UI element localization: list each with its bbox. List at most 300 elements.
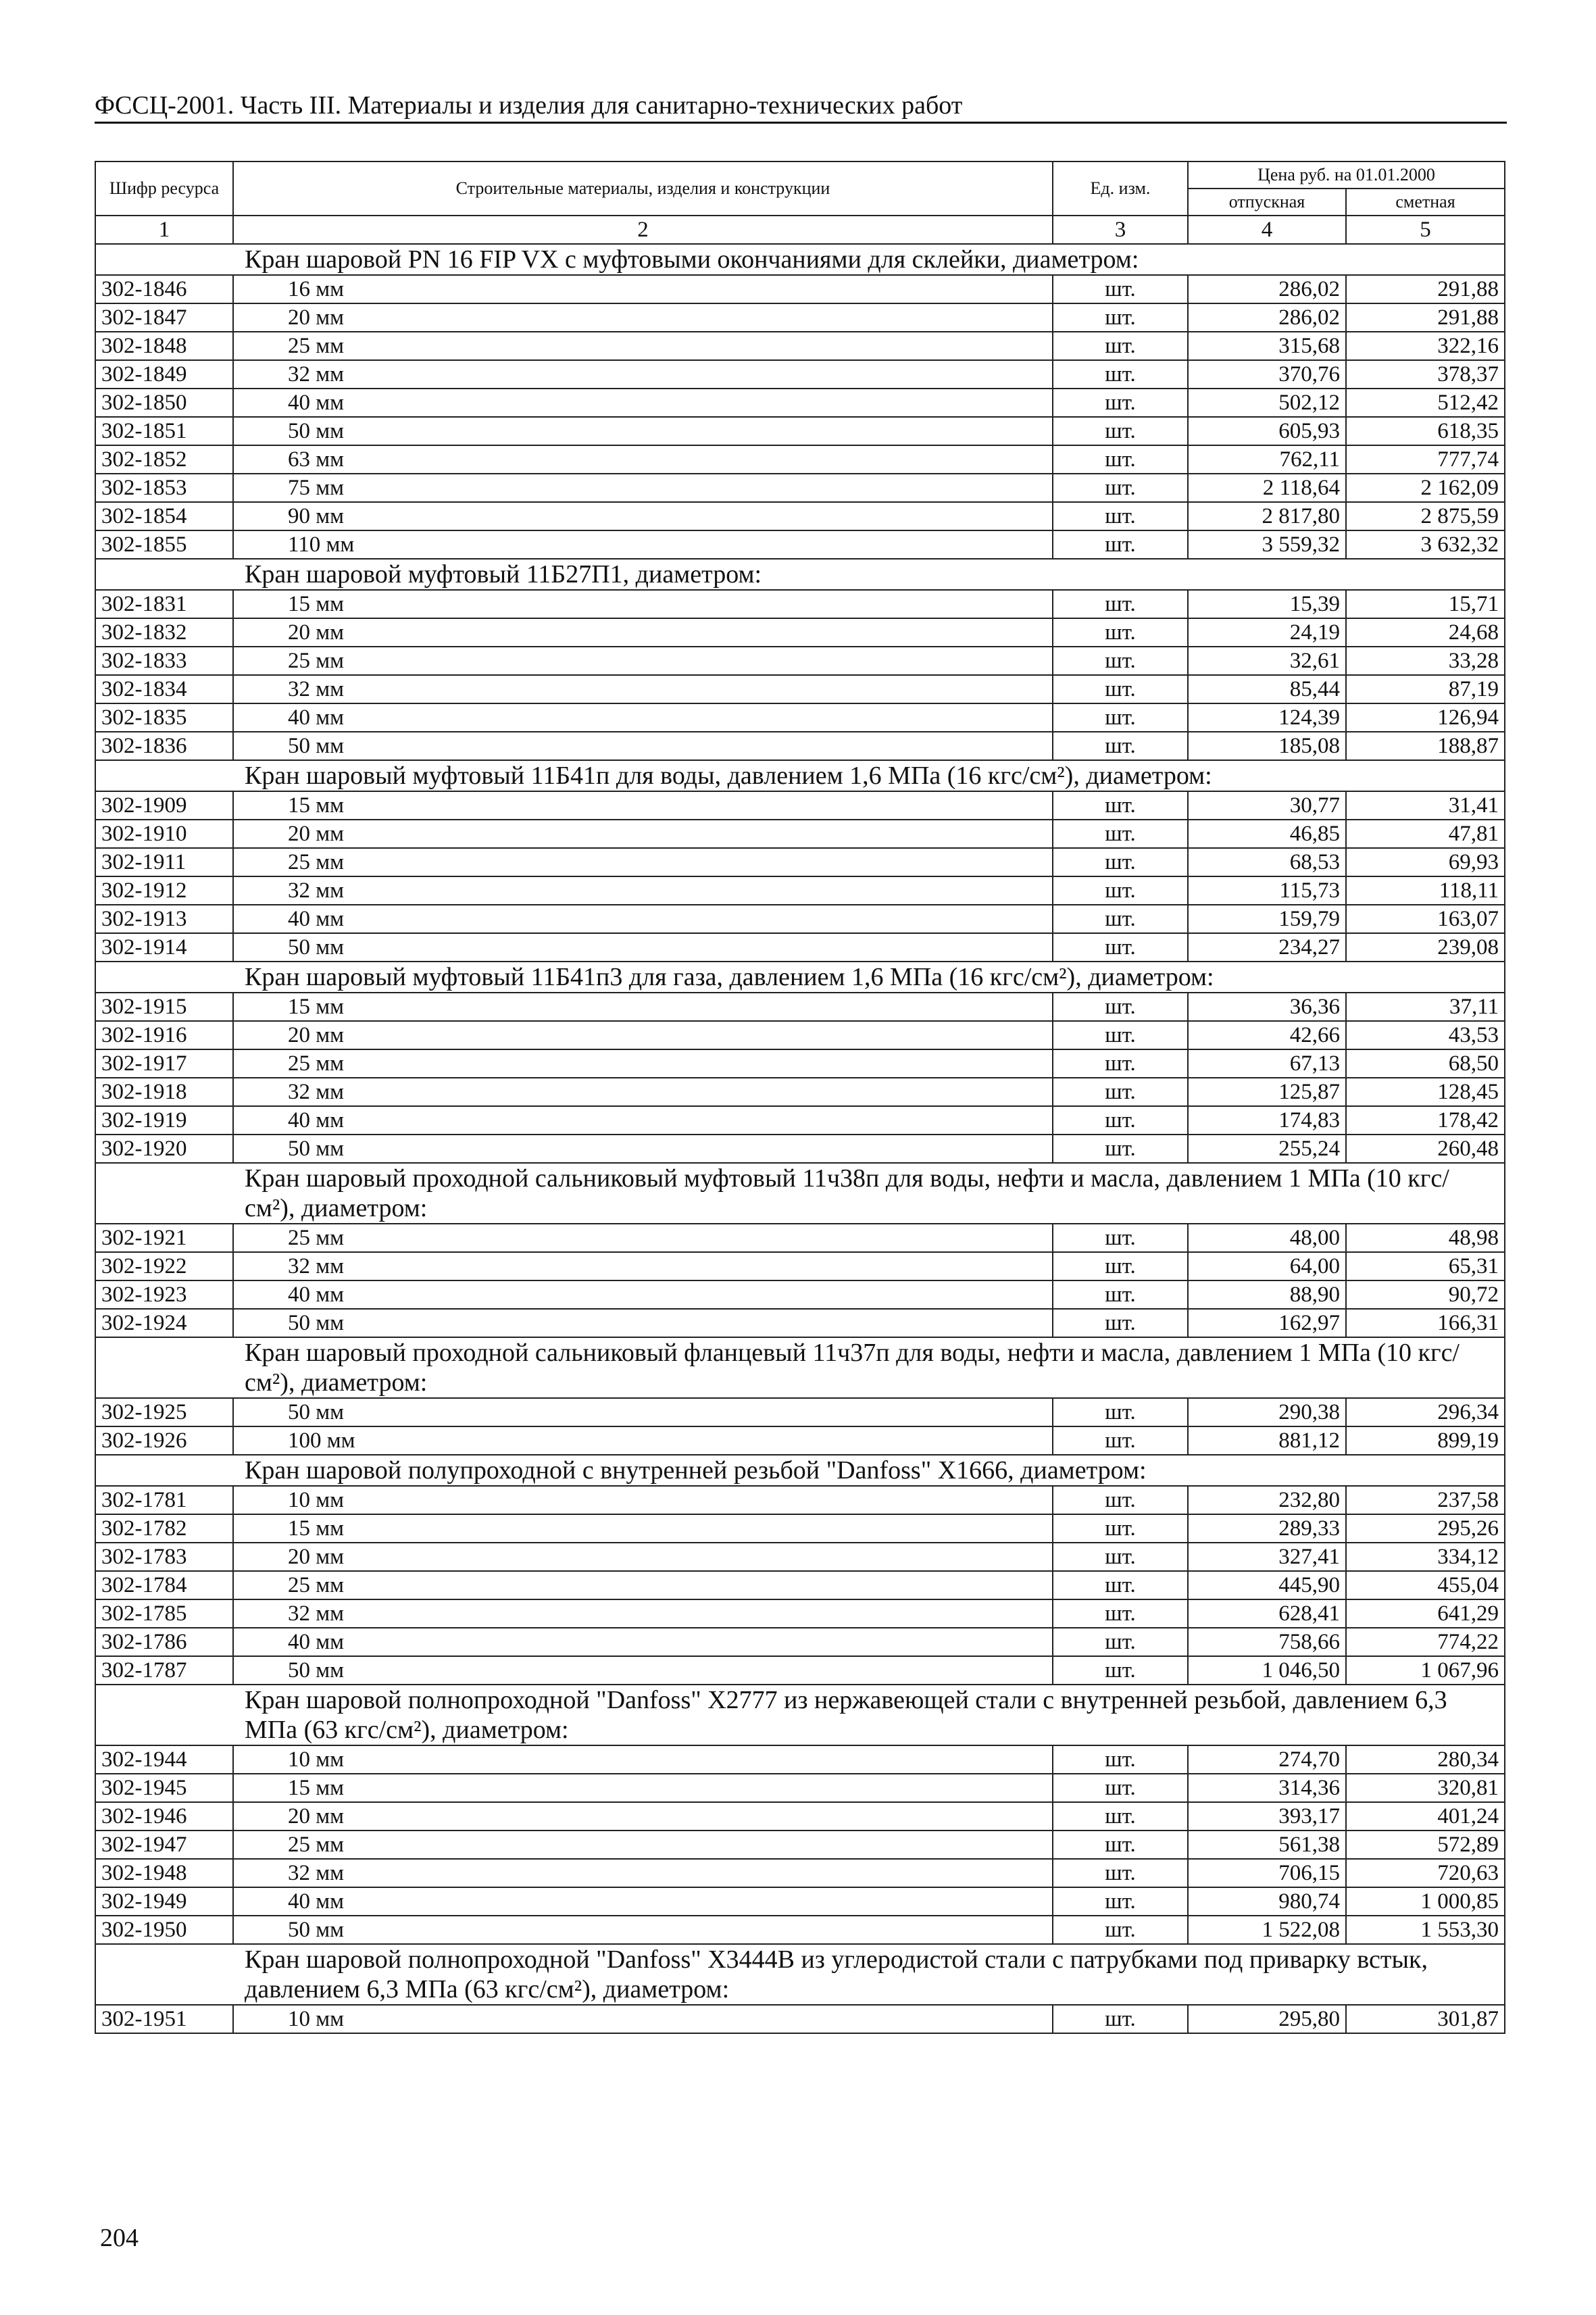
resource-code: 302-1834 bbox=[95, 675, 233, 703]
item-size: 32 мм bbox=[233, 675, 1053, 703]
price-release: 628,41 bbox=[1188, 1599, 1346, 1628]
item-unit: шт. bbox=[1053, 647, 1188, 675]
item-size: 50 мм bbox=[233, 1916, 1053, 1944]
group-title-row bbox=[95, 244, 1505, 275]
resource-code: 302-1923 bbox=[95, 1280, 233, 1309]
col-header-name: Строительные материалы, изделия и конструкции bbox=[233, 161, 1053, 216]
page-header-title: ФССЦ-2001. Часть III. Материалы и изделия для санитарно-технических работ bbox=[95, 91, 963, 120]
price-release: 159,79 bbox=[1188, 905, 1346, 933]
price-estimate: 280,34 bbox=[1346, 1745, 1505, 1774]
table-row bbox=[95, 1745, 1505, 1774]
price-estimate: 334,12 bbox=[1346, 1543, 1505, 1571]
price-estimate: 15,71 bbox=[1346, 590, 1505, 618]
group-title-row bbox=[95, 760, 1505, 791]
resource-code: 302-1912 bbox=[95, 876, 233, 905]
table-row bbox=[95, 1135, 1505, 1163]
price-estimate: 295,26 bbox=[1346, 1514, 1505, 1543]
item-size: 63 мм bbox=[233, 445, 1053, 474]
item-size: 32 мм bbox=[233, 1252, 1053, 1280]
resource-code: 302-1915 bbox=[95, 993, 233, 1021]
resource-code: 302-1922 bbox=[95, 1252, 233, 1280]
item-unit: шт. bbox=[1053, 474, 1188, 502]
price-release: 605,93 bbox=[1188, 417, 1346, 445]
price-release: 162,97 bbox=[1188, 1309, 1346, 1337]
table-row bbox=[95, 1280, 1505, 1309]
item-size: 25 мм bbox=[233, 1831, 1053, 1859]
table-row bbox=[95, 703, 1505, 732]
item-size: 50 мм bbox=[233, 1656, 1053, 1685]
item-unit: шт. bbox=[1053, 820, 1188, 848]
item-unit: шт. bbox=[1053, 1106, 1188, 1135]
resource-code: 302-1855 bbox=[95, 530, 233, 559]
group-title: Кран шаровой полнопроходной "Danfoss" X2777 из нержавеющей стали с внутренней резьбой, давлением 6,3 МПа (63 кгс/см²), диаметром: bbox=[95, 1685, 1505, 1745]
item-unit: шт. bbox=[1053, 1135, 1188, 1163]
price-release: 289,33 bbox=[1188, 1514, 1346, 1543]
item-size: 40 мм bbox=[233, 1280, 1053, 1309]
col-header-unit: Ед. изм. bbox=[1053, 161, 1188, 216]
item-unit: шт. bbox=[1053, 1628, 1188, 1656]
price-estimate: 188,87 bbox=[1346, 732, 1505, 760]
price-release: 286,02 bbox=[1188, 303, 1346, 332]
resource-code: 302-1924 bbox=[95, 1309, 233, 1337]
item-unit: шт. bbox=[1053, 1745, 1188, 1774]
price-release: 758,66 bbox=[1188, 1628, 1346, 1656]
item-unit: шт. bbox=[1053, 360, 1188, 389]
item-unit: шт. bbox=[1053, 445, 1188, 474]
price-estimate: 777,74 bbox=[1346, 445, 1505, 474]
item-unit: шт. bbox=[1053, 791, 1188, 820]
item-unit: шт. bbox=[1053, 732, 1188, 760]
group-title-row bbox=[95, 1455, 1505, 1486]
item-unit: шт. bbox=[1053, 590, 1188, 618]
item-size: 25 мм bbox=[233, 1571, 1053, 1599]
table-row bbox=[95, 2005, 1505, 2033]
price-estimate: 774,22 bbox=[1346, 1628, 1505, 1656]
group-title: Кран шаровой полнопроходной "Danfoss" X3444B из углеродистой стали с патрубками под приварку встык, давлением 6,3 МПа (63 кгс/см²), диаметром: bbox=[95, 1944, 1505, 2005]
table-row bbox=[95, 474, 1505, 502]
table-row bbox=[95, 1916, 1505, 1944]
table-row bbox=[95, 1514, 1505, 1543]
resource-code: 302-1909 bbox=[95, 791, 233, 820]
price-release: 980,74 bbox=[1188, 1887, 1346, 1916]
item-unit: шт. bbox=[1053, 1774, 1188, 1802]
item-size: 40 мм bbox=[233, 703, 1053, 732]
group-title: Кран шаровой полупроходной с внутренней резьбой "Danfoss" X1666, диаметром: bbox=[95, 1455, 1505, 1486]
item-unit: шт. bbox=[1053, 1049, 1188, 1078]
item-unit: шт. bbox=[1053, 1514, 1188, 1543]
resource-code: 302-1926 bbox=[95, 1426, 233, 1455]
price-estimate: 24,68 bbox=[1346, 618, 1505, 647]
table-row bbox=[95, 1802, 1505, 1831]
item-size: 15 мм bbox=[233, 993, 1053, 1021]
resource-code: 302-1951 bbox=[95, 2005, 233, 2033]
item-size: 16 мм bbox=[233, 275, 1053, 303]
item-unit: шт. bbox=[1053, 1831, 1188, 1859]
item-unit: шт. bbox=[1053, 848, 1188, 876]
price-estimate: 43,53 bbox=[1346, 1021, 1505, 1049]
price-release: 67,13 bbox=[1188, 1049, 1346, 1078]
price-estimate: 301,87 bbox=[1346, 2005, 1505, 2033]
column-number-row bbox=[95, 216, 1505, 244]
group-title-row bbox=[95, 962, 1505, 993]
price-estimate: 641,29 bbox=[1346, 1599, 1505, 1628]
item-size: 25 мм bbox=[233, 848, 1053, 876]
item-size: 10 мм bbox=[233, 1745, 1053, 1774]
price-release: 15,39 bbox=[1188, 590, 1346, 618]
group-title: Кран шаровой PN 16 FIP VX с муфтовыми окончаниями для склейки, диаметром: bbox=[95, 244, 1505, 275]
resource-code: 302-1950 bbox=[95, 1916, 233, 1944]
item-size: 20 мм bbox=[233, 820, 1053, 848]
price-release: 48,00 bbox=[1188, 1224, 1346, 1252]
header-rule bbox=[95, 122, 1507, 124]
price-release: 68,53 bbox=[1188, 848, 1346, 876]
price-estimate: 163,07 bbox=[1346, 905, 1505, 933]
price-estimate: 401,24 bbox=[1346, 1802, 1505, 1831]
price-release: 64,00 bbox=[1188, 1252, 1346, 1280]
item-size: 40 мм bbox=[233, 1106, 1053, 1135]
resource-code: 302-1787 bbox=[95, 1656, 233, 1685]
price-release: 762,11 bbox=[1188, 445, 1346, 474]
item-unit: шт. bbox=[1053, 1571, 1188, 1599]
price-release: 125,87 bbox=[1188, 1078, 1346, 1106]
table-row bbox=[95, 1656, 1505, 1685]
table-row bbox=[95, 1599, 1505, 1628]
resource-code: 302-1782 bbox=[95, 1514, 233, 1543]
table-row bbox=[95, 1224, 1505, 1252]
price-release: 255,24 bbox=[1188, 1135, 1346, 1163]
item-unit: шт. bbox=[1053, 303, 1188, 332]
price-release: 36,36 bbox=[1188, 993, 1346, 1021]
table-row bbox=[95, 791, 1505, 820]
price-release: 46,85 bbox=[1188, 820, 1346, 848]
item-unit: шт. bbox=[1053, 1486, 1188, 1514]
table-row bbox=[95, 1571, 1505, 1599]
table-row bbox=[95, 1078, 1505, 1106]
item-size: 20 мм bbox=[233, 1802, 1053, 1831]
item-size: 20 мм bbox=[233, 1543, 1053, 1571]
item-unit: шт. bbox=[1053, 876, 1188, 905]
item-size: 50 мм bbox=[233, 1309, 1053, 1337]
table-row bbox=[95, 1309, 1505, 1337]
price-estimate: 237,58 bbox=[1346, 1486, 1505, 1514]
resource-code: 302-1947 bbox=[95, 1831, 233, 1859]
item-size: 100 мм bbox=[233, 1426, 1053, 1455]
table-row bbox=[95, 1859, 1505, 1887]
resource-code: 302-1946 bbox=[95, 1802, 233, 1831]
price-estimate: 512,42 bbox=[1346, 389, 1505, 417]
table-row bbox=[95, 732, 1505, 760]
group-title-row bbox=[95, 1685, 1505, 1745]
item-unit: шт. bbox=[1053, 1252, 1188, 1280]
item-unit: шт. bbox=[1053, 1887, 1188, 1916]
resource-code: 302-1833 bbox=[95, 647, 233, 675]
item-size: 10 мм bbox=[233, 2005, 1053, 2033]
resource-code: 302-1847 bbox=[95, 303, 233, 332]
item-size: 15 мм bbox=[233, 1774, 1053, 1802]
price-release: 32,61 bbox=[1188, 647, 1346, 675]
item-size: 20 мм bbox=[233, 618, 1053, 647]
price-estimate: 260,48 bbox=[1346, 1135, 1505, 1163]
item-size: 50 мм bbox=[233, 1135, 1053, 1163]
table-row bbox=[95, 1398, 1505, 1426]
item-size: 32 мм bbox=[233, 876, 1053, 905]
price-estimate: 378,37 bbox=[1346, 360, 1505, 389]
resource-code: 302-1846 bbox=[95, 275, 233, 303]
table-row bbox=[95, 1887, 1505, 1916]
table-row bbox=[95, 675, 1505, 703]
col-header-price: Цена руб. на 01.01.2000 bbox=[1188, 161, 1505, 189]
table-row bbox=[95, 1543, 1505, 1571]
price-release: 561,38 bbox=[1188, 1831, 1346, 1859]
item-unit: шт. bbox=[1053, 1859, 1188, 1887]
price-release: 706,15 bbox=[1188, 1859, 1346, 1887]
resource-code: 302-1949 bbox=[95, 1887, 233, 1916]
col-header-code: Шифр ресурса bbox=[95, 161, 233, 216]
price-estimate: 899,19 bbox=[1346, 1426, 1505, 1455]
item-unit: шт. bbox=[1053, 618, 1188, 647]
item-size: 40 мм bbox=[233, 1887, 1053, 1916]
group-title-row bbox=[95, 1944, 1505, 2005]
item-unit: шт. bbox=[1053, 1802, 1188, 1831]
table-row bbox=[95, 502, 1505, 530]
item-unit: шт. bbox=[1053, 530, 1188, 559]
price-estimate: 128,45 bbox=[1346, 1078, 1505, 1106]
resource-code: 302-1919 bbox=[95, 1106, 233, 1135]
table-row bbox=[95, 417, 1505, 445]
item-unit: шт. bbox=[1053, 502, 1188, 530]
price-estimate: 126,94 bbox=[1346, 703, 1505, 732]
item-size: 25 мм bbox=[233, 1224, 1053, 1252]
resource-code: 302-1851 bbox=[95, 417, 233, 445]
resource-code: 302-1854 bbox=[95, 502, 233, 530]
group-title-row bbox=[95, 559, 1505, 590]
price-estimate: 33,28 bbox=[1346, 647, 1505, 675]
price-release: 124,39 bbox=[1188, 703, 1346, 732]
table-row bbox=[95, 530, 1505, 559]
item-unit: шт. bbox=[1053, 993, 1188, 1021]
price-estimate: 1 553,30 bbox=[1346, 1916, 1505, 1944]
resource-code: 302-1918 bbox=[95, 1078, 233, 1106]
item-size: 40 мм bbox=[233, 1628, 1053, 1656]
page-number: 204 bbox=[100, 2224, 139, 2252]
resource-code: 302-1911 bbox=[95, 848, 233, 876]
price-release: 24,19 bbox=[1188, 618, 1346, 647]
item-unit: шт. bbox=[1053, 1224, 1188, 1252]
item-size: 50 мм bbox=[233, 732, 1053, 760]
item-unit: шт. bbox=[1053, 1916, 1188, 1944]
item-size: 110 мм bbox=[233, 530, 1053, 559]
resource-code: 302-1921 bbox=[95, 1224, 233, 1252]
resource-code: 302-1925 bbox=[95, 1398, 233, 1426]
resource-code: 302-1852 bbox=[95, 445, 233, 474]
price-release: 115,73 bbox=[1188, 876, 1346, 905]
col-number: 5 bbox=[1346, 216, 1505, 244]
resource-code: 302-1914 bbox=[95, 933, 233, 962]
price-estimate: 65,31 bbox=[1346, 1252, 1505, 1280]
price-estimate: 178,42 bbox=[1346, 1106, 1505, 1135]
item-unit: шт. bbox=[1053, 675, 1188, 703]
price-release: 393,17 bbox=[1188, 1802, 1346, 1831]
price-estimate: 1 067,96 bbox=[1346, 1656, 1505, 1685]
table-row bbox=[95, 820, 1505, 848]
item-size: 20 мм bbox=[233, 303, 1053, 332]
group-title: Кран шаровый муфтовый 11Б41п для воды, давлением 1,6 МПа (16 кгс/см²), диаметром: bbox=[95, 760, 1505, 791]
table-row bbox=[95, 389, 1505, 417]
price-release: 2 118,64 bbox=[1188, 474, 1346, 502]
resource-code: 302-1785 bbox=[95, 1599, 233, 1628]
table-row bbox=[95, 848, 1505, 876]
table-row bbox=[95, 647, 1505, 675]
item-size: 25 мм bbox=[233, 1049, 1053, 1078]
resource-code: 302-1786 bbox=[95, 1628, 233, 1656]
price-estimate: 455,04 bbox=[1346, 1571, 1505, 1599]
table-header bbox=[95, 161, 1505, 244]
item-size: 15 мм bbox=[233, 1514, 1053, 1543]
resource-code: 302-1916 bbox=[95, 1021, 233, 1049]
resource-code: 302-1783 bbox=[95, 1543, 233, 1571]
item-size: 32 мм bbox=[233, 1599, 1053, 1628]
price-release: 327,41 bbox=[1188, 1543, 1346, 1571]
item-unit: шт. bbox=[1053, 275, 1188, 303]
resource-code: 302-1913 bbox=[95, 905, 233, 933]
resource-code: 302-1832 bbox=[95, 618, 233, 647]
resource-code: 302-1836 bbox=[95, 732, 233, 760]
price-estimate: 69,93 bbox=[1346, 848, 1505, 876]
price-estimate: 322,16 bbox=[1346, 332, 1505, 360]
price-estimate: 291,88 bbox=[1346, 303, 1505, 332]
price-estimate: 3 632,32 bbox=[1346, 530, 1505, 559]
item-unit: шт. bbox=[1053, 1021, 1188, 1049]
price-release: 502,12 bbox=[1188, 389, 1346, 417]
resource-code: 302-1948 bbox=[95, 1859, 233, 1887]
table-row bbox=[95, 445, 1505, 474]
item-unit: шт. bbox=[1053, 1599, 1188, 1628]
item-unit: шт. bbox=[1053, 905, 1188, 933]
resource-code: 302-1849 bbox=[95, 360, 233, 389]
table-row bbox=[95, 360, 1505, 389]
table-row bbox=[95, 1049, 1505, 1078]
col-number: 3 bbox=[1053, 216, 1188, 244]
price-estimate: 296,34 bbox=[1346, 1398, 1505, 1426]
price-estimate: 118,11 bbox=[1346, 876, 1505, 905]
price-table bbox=[95, 161, 1505, 2034]
price-release: 85,44 bbox=[1188, 675, 1346, 703]
item-unit: шт. bbox=[1053, 933, 1188, 962]
group-title-row bbox=[95, 1337, 1505, 1398]
item-size: 25 мм bbox=[233, 332, 1053, 360]
price-release: 290,38 bbox=[1188, 1398, 1346, 1426]
table-row bbox=[95, 590, 1505, 618]
item-size: 40 мм bbox=[233, 905, 1053, 933]
col-header-release: отпускная bbox=[1188, 189, 1346, 216]
price-estimate: 37,11 bbox=[1346, 993, 1505, 1021]
resource-code: 302-1831 bbox=[95, 590, 233, 618]
item-size: 20 мм bbox=[233, 1021, 1053, 1049]
table-row bbox=[95, 1831, 1505, 1859]
price-estimate: 90,72 bbox=[1346, 1280, 1505, 1309]
price-release: 232,80 bbox=[1188, 1486, 1346, 1514]
resource-code: 302-1784 bbox=[95, 1571, 233, 1599]
price-release: 881,12 bbox=[1188, 1426, 1346, 1455]
item-unit: шт. bbox=[1053, 389, 1188, 417]
table-row bbox=[95, 332, 1505, 360]
price-estimate: 87,19 bbox=[1346, 675, 1505, 703]
resource-code: 302-1781 bbox=[95, 1486, 233, 1514]
item-unit: шт. bbox=[1053, 1280, 1188, 1309]
price-estimate: 2 875,59 bbox=[1346, 502, 1505, 530]
item-unit: шт. bbox=[1053, 1656, 1188, 1685]
item-size: 50 мм bbox=[233, 417, 1053, 445]
item-size: 32 мм bbox=[233, 1078, 1053, 1106]
price-estimate: 31,41 bbox=[1346, 791, 1505, 820]
item-size: 75 мм bbox=[233, 474, 1053, 502]
col-number: 1 bbox=[95, 216, 233, 244]
item-size: 15 мм bbox=[233, 791, 1053, 820]
price-release: 185,08 bbox=[1188, 732, 1346, 760]
table-row bbox=[95, 1774, 1505, 1802]
price-release: 274,70 bbox=[1188, 1745, 1346, 1774]
item-size: 32 мм bbox=[233, 1859, 1053, 1887]
price-release: 88,90 bbox=[1188, 1280, 1346, 1309]
table-row bbox=[95, 1486, 1505, 1514]
item-unit: шт. bbox=[1053, 417, 1188, 445]
price-release: 42,66 bbox=[1188, 1021, 1346, 1049]
table-row bbox=[95, 905, 1505, 933]
price-estimate: 572,89 bbox=[1346, 1831, 1505, 1859]
group-title: Кран шаровый муфтовый 11Б41п3 для газа, давлением 1,6 МПа (16 кгс/см²), диаметром: bbox=[95, 962, 1505, 993]
group-title-row bbox=[95, 1163, 1505, 1224]
resource-code: 302-1920 bbox=[95, 1135, 233, 1163]
item-unit: шт. bbox=[1053, 1078, 1188, 1106]
col-header-estimate: сметная bbox=[1346, 189, 1505, 216]
item-size: 15 мм bbox=[233, 590, 1053, 618]
group-title: Кран шаровый проходной сальниковый фланцевый 11ч37п для воды, нефти и масла, давлением 1 МПа (10 кгс/см²), диаметром: bbox=[95, 1337, 1505, 1398]
price-estimate: 720,63 bbox=[1346, 1859, 1505, 1887]
price-estimate: 68,50 bbox=[1346, 1049, 1505, 1078]
resource-code: 302-1853 bbox=[95, 474, 233, 502]
table-row bbox=[95, 933, 1505, 962]
resource-code: 302-1945 bbox=[95, 1774, 233, 1802]
price-release: 445,90 bbox=[1188, 1571, 1346, 1599]
item-unit: шт. bbox=[1053, 1309, 1188, 1337]
table-row bbox=[95, 275, 1505, 303]
price-estimate: 239,08 bbox=[1346, 933, 1505, 962]
price-release: 3 559,32 bbox=[1188, 530, 1346, 559]
table-row bbox=[95, 1628, 1505, 1656]
price-estimate: 166,31 bbox=[1346, 1309, 1505, 1337]
item-unit: шт. bbox=[1053, 2005, 1188, 2033]
group-title: Кран шаровый проходной сальниковый муфтовый 11ч38п для воды, нефти и масла, давлением 1 МПа (10 кгс/см²), диаметром: bbox=[95, 1163, 1505, 1224]
item-size: 50 мм bbox=[233, 933, 1053, 962]
item-unit: шт. bbox=[1053, 1426, 1188, 1455]
item-unit: шт. bbox=[1053, 332, 1188, 360]
item-size: 25 мм bbox=[233, 647, 1053, 675]
table-row bbox=[95, 993, 1505, 1021]
table-row bbox=[95, 876, 1505, 905]
price-estimate: 2 162,09 bbox=[1346, 474, 1505, 502]
table-row bbox=[95, 1426, 1505, 1455]
price-estimate: 618,35 bbox=[1346, 417, 1505, 445]
price-release: 30,77 bbox=[1188, 791, 1346, 820]
price-estimate: 47,81 bbox=[1346, 820, 1505, 848]
table-row bbox=[95, 1252, 1505, 1280]
resource-code: 302-1850 bbox=[95, 389, 233, 417]
price-estimate: 1 000,85 bbox=[1346, 1887, 1505, 1916]
price-estimate: 48,98 bbox=[1346, 1224, 1505, 1252]
table-body bbox=[95, 244, 1505, 2033]
price-release: 315,68 bbox=[1188, 332, 1346, 360]
col-number: 4 bbox=[1188, 216, 1346, 244]
